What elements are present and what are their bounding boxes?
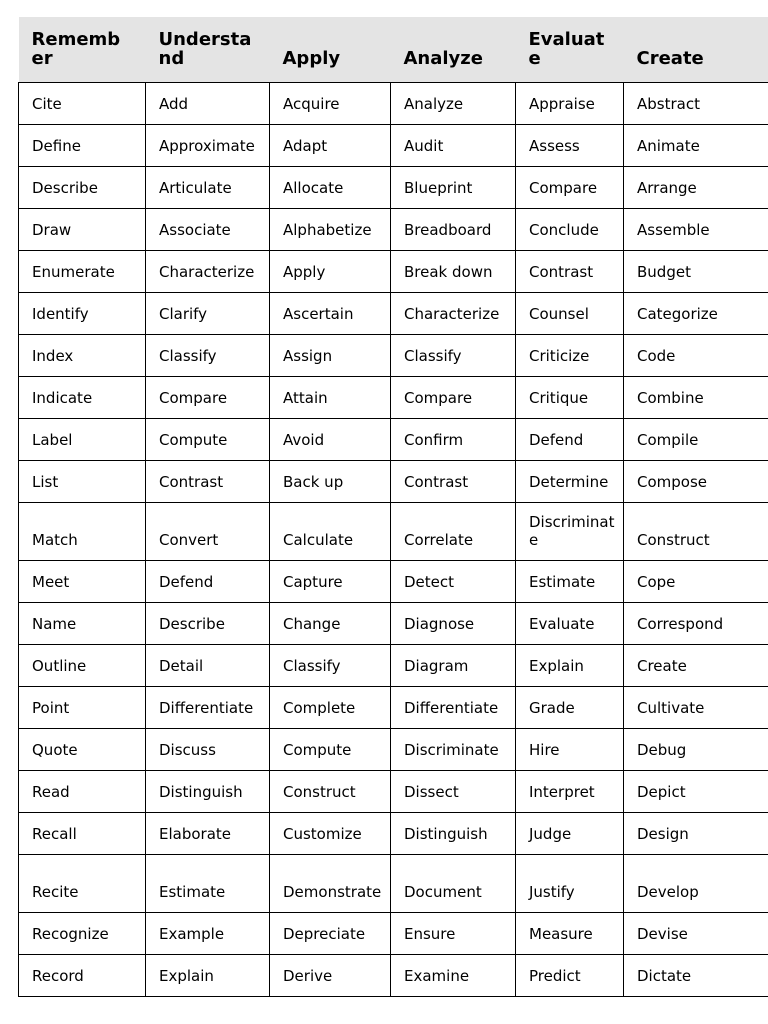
table-cell-evaluate: Hire <box>516 728 624 770</box>
table-cell-understand: Example <box>146 912 270 954</box>
table-cell-remember: Recall <box>19 812 146 854</box>
table-cell-apply: Alphabetize <box>270 208 391 250</box>
table-cell-apply: Depreciate <box>270 912 391 954</box>
table-cell-analyze: Examine <box>391 954 516 996</box>
table-cell-remember: Cite <box>19 82 146 124</box>
table-cell-evaluate: Compare <box>516 166 624 208</box>
table-row <box>19 502 768 560</box>
table-cell-understand: Associate <box>146 208 270 250</box>
blooms-verb-table <box>18 17 768 997</box>
table-cell-evaluate: Critique <box>516 376 624 418</box>
table-cell-evaluate: Contrast <box>516 250 624 292</box>
table-cell-create: Dictate <box>624 954 768 996</box>
table-cell-create: Cultivate <box>624 686 768 728</box>
table-cell-apply: Complete <box>270 686 391 728</box>
header-row <box>19 17 768 82</box>
table-cell-apply: Allocate <box>270 166 391 208</box>
table-cell-apply: Back up <box>270 460 391 502</box>
table-cell-apply: Compute <box>270 728 391 770</box>
table-cell-create: Abstract <box>624 82 768 124</box>
table-cell-create: Design <box>624 812 768 854</box>
table-cell-analyze: Diagram <box>391 644 516 686</box>
table-cell-evaluate: Judge <box>516 812 624 854</box>
table-cell-analyze: Break down <box>391 250 516 292</box>
table-cell-analyze: Compare <box>391 376 516 418</box>
table-cell-evaluate: Appraise <box>516 82 624 124</box>
table-cell-understand: Estimate <box>146 854 270 912</box>
table-cell-create: Compose <box>624 460 768 502</box>
table-row <box>19 376 768 418</box>
table-cell-remember: Label <box>19 418 146 460</box>
table-cell-create: Develop <box>624 854 768 912</box>
table-row <box>19 460 768 502</box>
header-remember: Rememb er <box>19 17 146 82</box>
table-row <box>19 812 768 854</box>
table-cell-remember: List <box>19 460 146 502</box>
table-cell-evaluate: Determine <box>516 460 624 502</box>
table-cell-remember: Index <box>19 334 146 376</box>
table-cell-remember: Outline <box>19 644 146 686</box>
table-cell-evaluate: Discriminate <box>516 502 624 560</box>
table-row <box>19 770 768 812</box>
header-analyze: Analyze <box>391 17 516 82</box>
table-cell-understand: Discuss <box>146 728 270 770</box>
table-cell-analyze: Analyze <box>391 82 516 124</box>
table-cell-evaluate: Assess <box>516 124 624 166</box>
table-cell-analyze: Differentiate <box>391 686 516 728</box>
table-cell-analyze: Breadboard <box>391 208 516 250</box>
table-cell-evaluate: Justify <box>516 854 624 912</box>
table-cell-analyze: Distinguish <box>391 812 516 854</box>
table-row <box>19 334 768 376</box>
table-cell-create: Assemble <box>624 208 768 250</box>
table-cell-create: Categorize <box>624 292 768 334</box>
table-cell-evaluate: Measure <box>516 912 624 954</box>
table-cell-remember: Enumerate <box>19 250 146 292</box>
table-cell-evaluate: Counsel <box>516 292 624 334</box>
table-cell-analyze: Contrast <box>391 460 516 502</box>
table-cell-create: Devise <box>624 912 768 954</box>
table-cell-analyze: Document <box>391 854 516 912</box>
table-row <box>19 124 768 166</box>
table-cell-understand: Approximate <box>146 124 270 166</box>
header-evaluate: Evaluat e <box>516 17 624 82</box>
table-cell-understand: Compare <box>146 376 270 418</box>
table-row <box>19 250 768 292</box>
table-cell-analyze: Confirm <box>391 418 516 460</box>
table-cell-remember: Describe <box>19 166 146 208</box>
table-cell-create: Compile <box>624 418 768 460</box>
table-row <box>19 602 768 644</box>
table-cell-apply: Construct <box>270 770 391 812</box>
table-cell-analyze: Correlate <box>391 502 516 560</box>
table-row <box>19 166 768 208</box>
table-cell-evaluate: Evaluate <box>516 602 624 644</box>
table-cell-evaluate: Criticize <box>516 334 624 376</box>
table-cell-apply: Attain <box>270 376 391 418</box>
table-cell-evaluate: Interpret <box>516 770 624 812</box>
table-cell-create: Create <box>624 644 768 686</box>
table-cell-remember: Indicate <box>19 376 146 418</box>
table-cell-create: Combine <box>624 376 768 418</box>
table-cell-evaluate: Predict <box>516 954 624 996</box>
table-cell-understand: Contrast <box>146 460 270 502</box>
table-row <box>19 418 768 460</box>
table-cell-remember: Quote <box>19 728 146 770</box>
table-row <box>19 82 768 124</box>
table-cell-remember: Identify <box>19 292 146 334</box>
table-cell-understand: Explain <box>146 954 270 996</box>
table-cell-apply: Assign <box>270 334 391 376</box>
table-cell-understand: Classify <box>146 334 270 376</box>
table-cell-create: Depict <box>624 770 768 812</box>
table-cell-evaluate: Explain <box>516 644 624 686</box>
table-cell-remember: Recognize <box>19 912 146 954</box>
table-cell-apply: Calculate <box>270 502 391 560</box>
table-cell-understand: Differentiate <box>146 686 270 728</box>
table-cell-apply: Avoid <box>270 418 391 460</box>
table-row <box>19 644 768 686</box>
table-cell-analyze: Audit <box>391 124 516 166</box>
table-row <box>19 854 768 912</box>
table-cell-create: Animate <box>624 124 768 166</box>
table-cell-apply: Ascertain <box>270 292 391 334</box>
table-cell-create: Construct <box>624 502 768 560</box>
table-cell-analyze: Discriminate <box>391 728 516 770</box>
table-cell-understand: Articulate <box>146 166 270 208</box>
table-cell-remember: Define <box>19 124 146 166</box>
table-cell-apply: Apply <box>270 250 391 292</box>
table-cell-create: Code <box>624 334 768 376</box>
table-cell-understand: Clarify <box>146 292 270 334</box>
table-cell-analyze: Detect <box>391 560 516 602</box>
table-cell-evaluate: Defend <box>516 418 624 460</box>
header-understand: Understa nd <box>146 17 270 82</box>
table-row <box>19 912 768 954</box>
table-cell-evaluate: Grade <box>516 686 624 728</box>
table-cell-understand: Convert <box>146 502 270 560</box>
table-row <box>19 954 768 996</box>
table-cell-remember: Meet <box>19 560 146 602</box>
table-cell-apply: Acquire <box>270 82 391 124</box>
table-header <box>19 17 768 82</box>
table-cell-understand: Describe <box>146 602 270 644</box>
table-cell-analyze: Blueprint <box>391 166 516 208</box>
table-row <box>19 292 768 334</box>
table-cell-evaluate: Conclude <box>516 208 624 250</box>
table-cell-understand: Distinguish <box>146 770 270 812</box>
table-cell-understand: Defend <box>146 560 270 602</box>
table-cell-apply: Classify <box>270 644 391 686</box>
table-cell-apply: Capture <box>270 560 391 602</box>
table-cell-remember: Draw <box>19 208 146 250</box>
table-cell-remember: Record <box>19 954 146 996</box>
table-row <box>19 208 768 250</box>
table-cell-analyze: Ensure <box>391 912 516 954</box>
table-cell-apply: Customize <box>270 812 391 854</box>
header-create: Create <box>624 17 768 82</box>
table-row <box>19 560 768 602</box>
table-cell-apply: Derive <box>270 954 391 996</box>
table-cell-remember: Point <box>19 686 146 728</box>
table-cell-create: Debug <box>624 728 768 770</box>
table-cell-analyze: Diagnose <box>391 602 516 644</box>
table-row <box>19 686 768 728</box>
header-apply: Apply <box>270 17 391 82</box>
table-cell-create: Cope <box>624 560 768 602</box>
table-cell-create: Budget <box>624 250 768 292</box>
table-cell-understand: Add <box>146 82 270 124</box>
table-body <box>19 82 768 996</box>
table-cell-create: Arrange <box>624 166 768 208</box>
table-row <box>19 728 768 770</box>
table-cell-understand: Detail <box>146 644 270 686</box>
table-cell-understand: Compute <box>146 418 270 460</box>
table-cell-apply: Adapt <box>270 124 391 166</box>
table-cell-remember: Recite <box>19 854 146 912</box>
table-cell-evaluate: Estimate <box>516 560 624 602</box>
table-cell-remember: Read <box>19 770 146 812</box>
table-cell-remember: Name <box>19 602 146 644</box>
table-cell-analyze: Characterize <box>391 292 516 334</box>
table-cell-analyze: Dissect <box>391 770 516 812</box>
table-cell-analyze: Classify <box>391 334 516 376</box>
table-cell-remember: Match <box>19 502 146 560</box>
table-cell-understand: Characterize <box>146 250 270 292</box>
table-cell-understand: Elaborate <box>146 812 270 854</box>
table-cell-apply: Demonstrate <box>270 854 391 912</box>
table-cell-create: Correspond <box>624 602 768 644</box>
table-cell-apply: Change <box>270 602 391 644</box>
